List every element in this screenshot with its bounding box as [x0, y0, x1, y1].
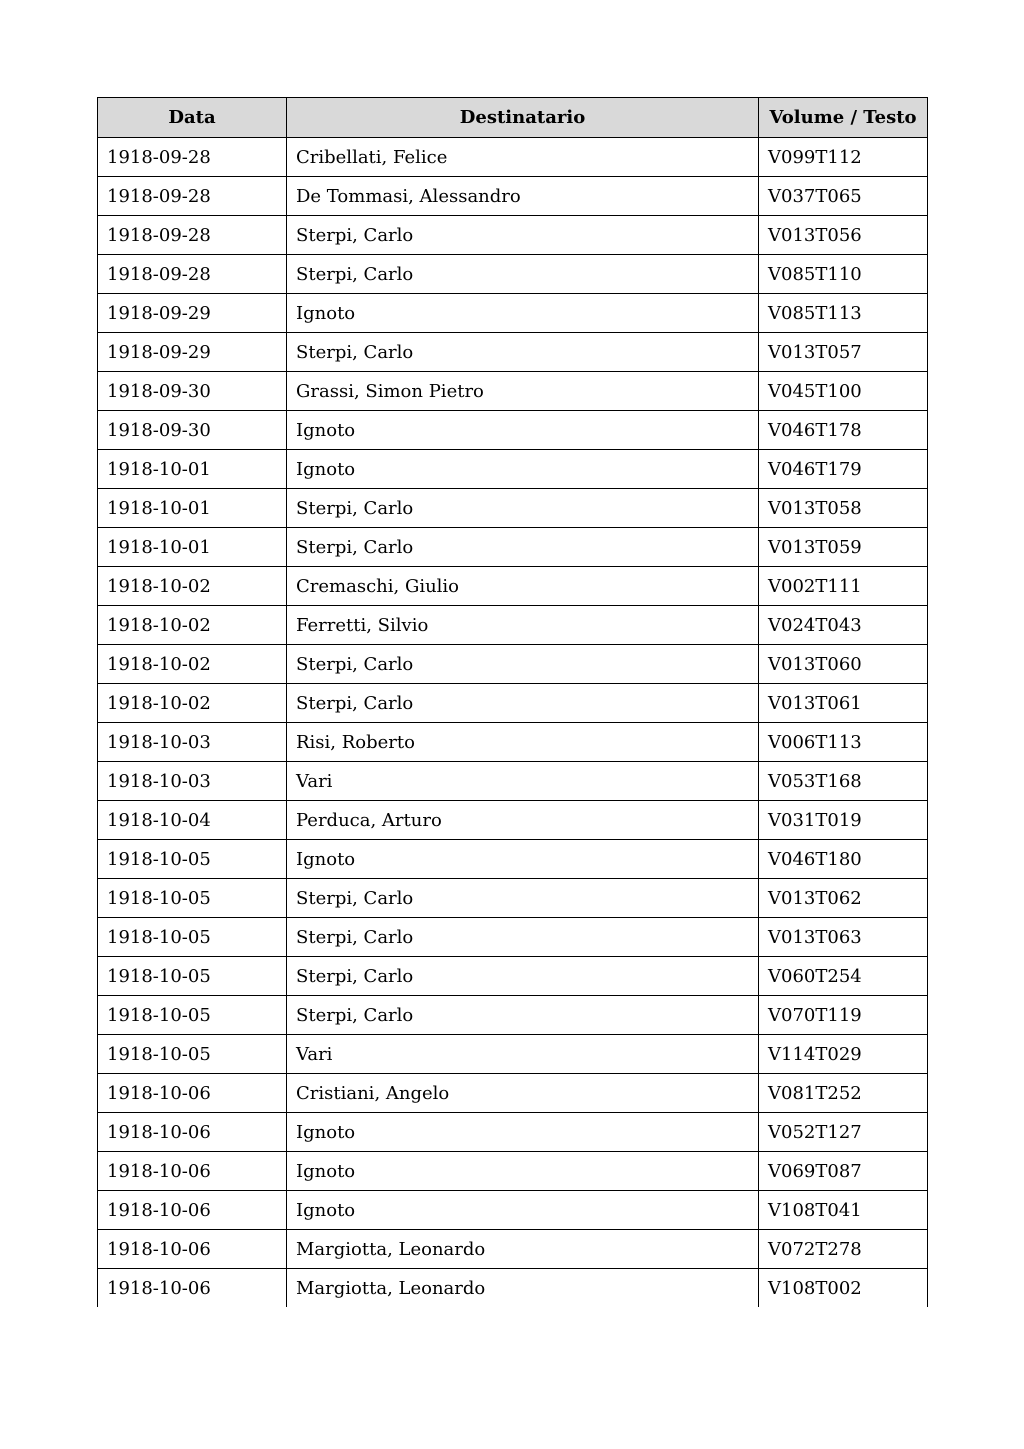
date-cell: 1918-10-06	[98, 1074, 287, 1113]
table-header	[98, 98, 928, 138]
recipient-cell: Grassi, Simon Pietro	[287, 372, 759, 411]
volume-text-cell: V037T065	[759, 177, 928, 216]
volume-text-cell: V069T087	[759, 1152, 928, 1191]
table-row	[98, 1074, 928, 1113]
date-cell: 1918-10-06	[98, 1269, 287, 1308]
date-cell: 1918-10-01	[98, 450, 287, 489]
date-cell: 1918-10-05	[98, 918, 287, 957]
table-row	[98, 684, 928, 723]
recipient-cell: Ignoto	[287, 840, 759, 879]
column-header-recipient: Destinatario	[287, 98, 759, 138]
table-row	[98, 996, 928, 1035]
recipient-cell: Sterpi, Carlo	[287, 333, 759, 372]
column-header-volume-text: Volume / Testo	[759, 98, 928, 138]
date-cell: 1918-10-02	[98, 645, 287, 684]
recipient-cell: Vari	[287, 762, 759, 801]
volume-text-cell: V031T019	[759, 801, 928, 840]
table-row	[98, 177, 928, 216]
volume-text-cell: V052T127	[759, 1113, 928, 1152]
recipient-cell: Sterpi, Carlo	[287, 216, 759, 255]
volume-text-cell: V013T058	[759, 489, 928, 528]
table-row	[98, 762, 928, 801]
volume-text-cell: V013T063	[759, 918, 928, 957]
table-row	[98, 333, 928, 372]
volume-text-cell: V013T062	[759, 879, 928, 918]
volume-text-cell: V108T041	[759, 1191, 928, 1230]
date-cell: 1918-10-06	[98, 1191, 287, 1230]
volume-text-cell: V002T111	[759, 567, 928, 606]
date-cell: 1918-10-03	[98, 723, 287, 762]
volume-text-cell: V045T100	[759, 372, 928, 411]
table-row	[98, 489, 928, 528]
recipient-cell: Ignoto	[287, 1152, 759, 1191]
volume-text-cell: V013T061	[759, 684, 928, 723]
date-cell: 1918-10-02	[98, 684, 287, 723]
recipient-cell: Ignoto	[287, 450, 759, 489]
date-cell: 1918-09-30	[98, 372, 287, 411]
recipient-cell: Sterpi, Carlo	[287, 996, 759, 1035]
table-row	[98, 645, 928, 684]
date-cell: 1918-10-03	[98, 762, 287, 801]
table-row	[98, 528, 928, 567]
date-cell: 1918-09-28	[98, 138, 287, 177]
date-cell: 1918-10-01	[98, 489, 287, 528]
volume-text-cell: V081T252	[759, 1074, 928, 1113]
table-row	[98, 1152, 928, 1191]
date-cell: 1918-10-05	[98, 1035, 287, 1074]
table-row	[98, 840, 928, 879]
recipient-cell: Cremaschi, Giulio	[287, 567, 759, 606]
table-row	[98, 879, 928, 918]
volume-text-cell: V024T043	[759, 606, 928, 645]
volume-text-cell: V072T278	[759, 1230, 928, 1269]
date-cell: 1918-09-29	[98, 294, 287, 333]
table-row	[98, 567, 928, 606]
date-cell: 1918-10-06	[98, 1113, 287, 1152]
recipient-cell: Risi, Roberto	[287, 723, 759, 762]
date-cell: 1918-10-05	[98, 996, 287, 1035]
volume-text-cell: V060T254	[759, 957, 928, 996]
recipient-cell: Sterpi, Carlo	[287, 528, 759, 567]
volume-text-cell: V013T060	[759, 645, 928, 684]
table-row	[98, 216, 928, 255]
date-cell: 1918-10-06	[98, 1230, 287, 1269]
date-cell: 1918-10-04	[98, 801, 287, 840]
recipient-cell: Sterpi, Carlo	[287, 645, 759, 684]
volume-text-cell: V053T168	[759, 762, 928, 801]
recipient-cell: Cristiani, Angelo	[287, 1074, 759, 1113]
recipient-cell: Sterpi, Carlo	[287, 684, 759, 723]
volume-text-cell: V046T178	[759, 411, 928, 450]
recipient-cell: Cribellati, Felice	[287, 138, 759, 177]
recipient-cell: Vari	[287, 1035, 759, 1074]
recipient-cell: Ignoto	[287, 411, 759, 450]
date-cell: 1918-09-30	[98, 411, 287, 450]
volume-text-cell: V085T110	[759, 255, 928, 294]
recipient-cell: Ignoto	[287, 1191, 759, 1230]
recipient-cell: Sterpi, Carlo	[287, 918, 759, 957]
volume-text-cell: V013T057	[759, 333, 928, 372]
recipient-cell: Sterpi, Carlo	[287, 489, 759, 528]
date-cell: 1918-10-02	[98, 567, 287, 606]
date-cell: 1918-10-06	[98, 1152, 287, 1191]
date-cell: 1918-10-02	[98, 606, 287, 645]
volume-text-cell: V046T179	[759, 450, 928, 489]
recipient-cell: De Tommasi, Alessandro	[287, 177, 759, 216]
table-row	[98, 1269, 928, 1308]
table-row	[98, 957, 928, 996]
table-row	[98, 372, 928, 411]
table-row	[98, 450, 928, 489]
table-row	[98, 1230, 928, 1269]
table-row	[98, 1113, 928, 1152]
date-cell: 1918-10-01	[98, 528, 287, 567]
volume-text-cell: V099T112	[759, 138, 928, 177]
table-row	[98, 801, 928, 840]
recipient-cell: Ignoto	[287, 294, 759, 333]
letters-register-table	[97, 97, 928, 1307]
date-cell: 1918-09-29	[98, 333, 287, 372]
table-row	[98, 606, 928, 645]
table-row	[98, 294, 928, 333]
recipient-cell: Ferretti, Silvio	[287, 606, 759, 645]
volume-text-cell: V013T056	[759, 216, 928, 255]
date-cell: 1918-09-28	[98, 255, 287, 294]
volume-text-cell: V046T180	[759, 840, 928, 879]
recipient-cell: Ignoto	[287, 1113, 759, 1152]
table-row	[98, 1191, 928, 1230]
date-cell: 1918-09-28	[98, 177, 287, 216]
recipient-cell: Margiotta, Leonardo	[287, 1230, 759, 1269]
table-row	[98, 918, 928, 957]
table-row	[98, 723, 928, 762]
date-cell: 1918-10-05	[98, 879, 287, 918]
date-cell: 1918-10-05	[98, 840, 287, 879]
volume-text-cell: V085T113	[759, 294, 928, 333]
recipient-cell: Sterpi, Carlo	[287, 957, 759, 996]
recipient-cell: Sterpi, Carlo	[287, 879, 759, 918]
table-body	[98, 138, 928, 1308]
header-row	[98, 98, 928, 138]
recipient-cell: Perduca, Arturo	[287, 801, 759, 840]
table-row	[98, 255, 928, 294]
column-header-date: Data	[98, 98, 287, 138]
table-row	[98, 411, 928, 450]
table-row	[98, 138, 928, 177]
recipient-cell: Margiotta, Leonardo	[287, 1269, 759, 1308]
date-cell: 1918-10-05	[98, 957, 287, 996]
volume-text-cell: V114T029	[759, 1035, 928, 1074]
recipient-cell: Sterpi, Carlo	[287, 255, 759, 294]
volume-text-cell: V013T059	[759, 528, 928, 567]
table-row	[98, 1035, 928, 1074]
volume-text-cell: V108T002	[759, 1269, 928, 1308]
volume-text-cell: V006T113	[759, 723, 928, 762]
volume-text-cell: V070T119	[759, 996, 928, 1035]
date-cell: 1918-09-28	[98, 216, 287, 255]
